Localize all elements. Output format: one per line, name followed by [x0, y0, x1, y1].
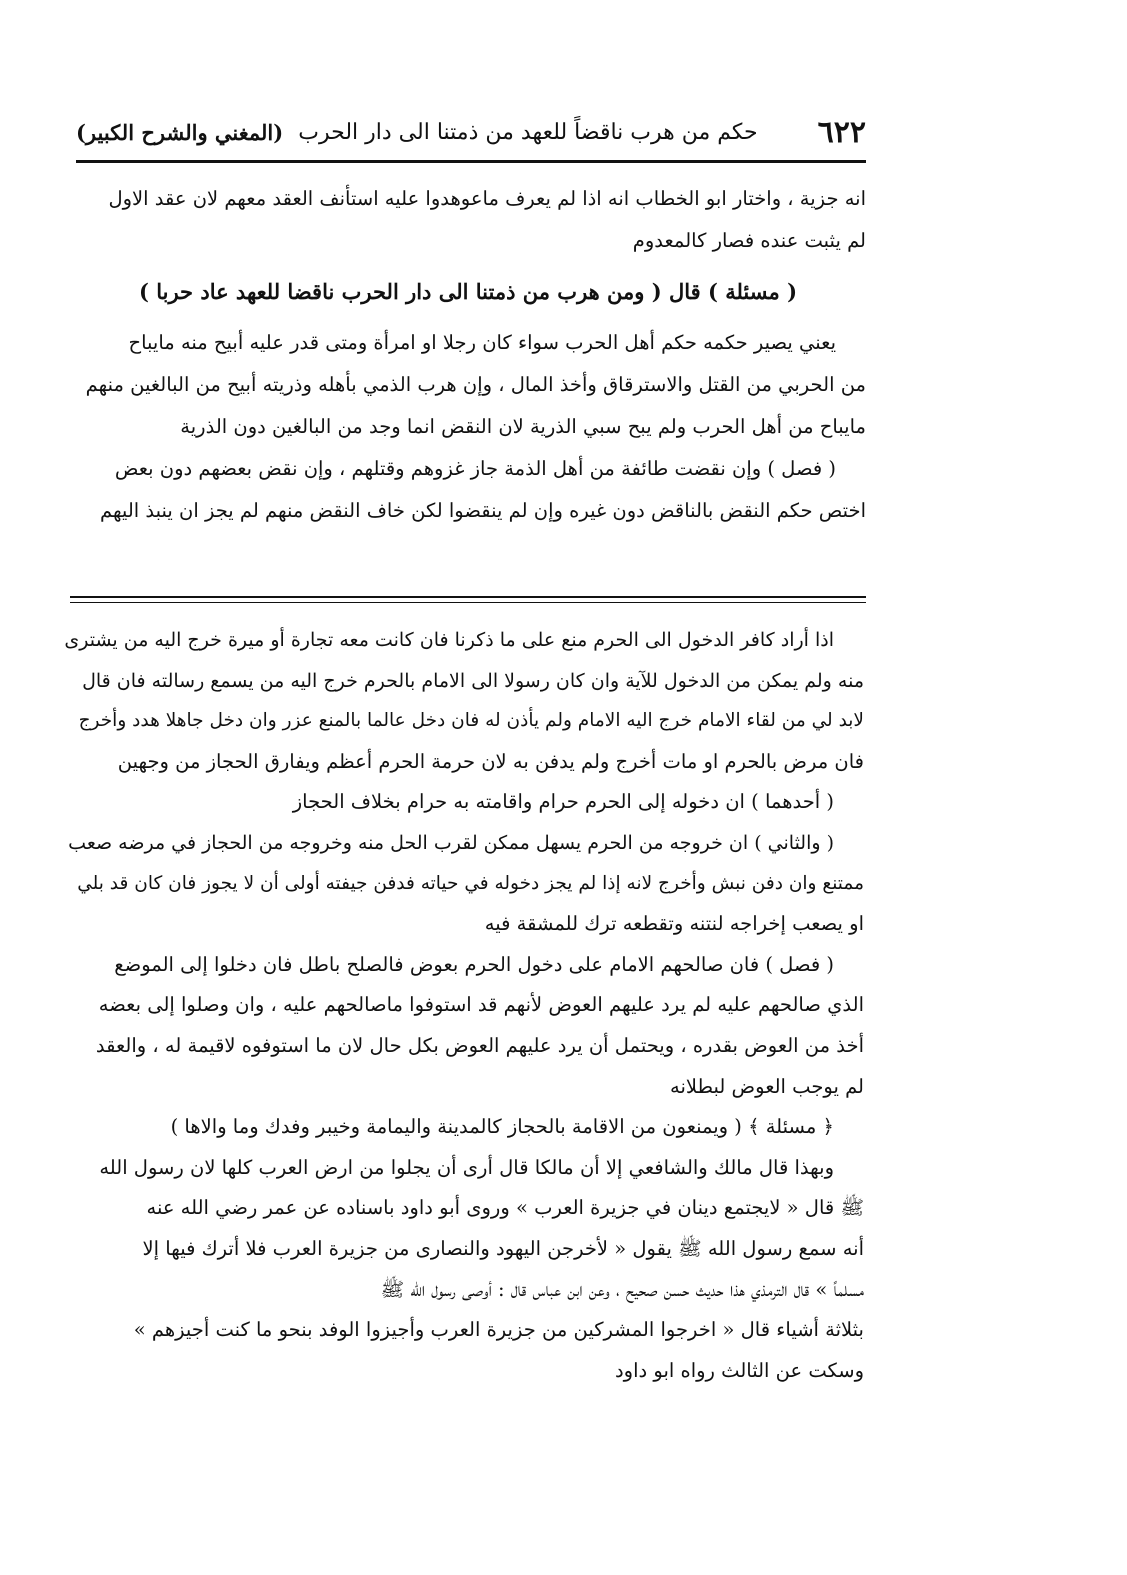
lower-text-block [64, 620, 864, 1391]
text-line: مايباح من أهل الحرب ولم يبح سبي الذرية لان النقض انما وجد من البالغين دون الذرية [180, 415, 866, 438]
text-line: ﴿ مسئلة ﴾ ( ويمنعون من الاقامة بالحجاز كالمدينة واليمامة وخيبر وفدك وما والاها ) [170, 1115, 834, 1139]
text-line: فان مرض بالحرم او مات أخرج ولم يدفن به لان حرمة الحرم أعظم ويفارق الحجاز من وجهين [117, 749, 864, 773]
text-line: ( فصل ) وإن نقضت طائفة من أهل الذمة جاز غزوهم وقتلهم ، وإن نقض بعضهم دون بعض [114, 457, 836, 480]
header-rule [76, 160, 866, 163]
text-line: يعني يصير حكمه حكم أهل الحرب سواء كان رجلا او امرأة ومتى قدر عليه أبيح منه مايباح [128, 331, 836, 354]
text-line: ممتنع وان دفن نبش وأخرج لانه إذا لم يجز دخوله في حياته فدفن جيفته أولى أن لا يجوز فان كان قد بلي [77, 872, 864, 894]
text-line: وسكت عن الثالث رواه ابو داود [614, 1358, 864, 1382]
text-line: لم يثبت عنده فصار كالمعدوم [632, 229, 866, 252]
section-divider [70, 596, 866, 603]
upper-text-block [70, 178, 866, 532]
text-line: مسلماً » قال الترمذي هذا حديث حسن صحيح ، وعن ابن عباس قال : أوصى رسول الله ﷺ [380, 1277, 864, 1301]
text-line: ﷺ قال « لايجتمع دينان في جزيرة العرب » وروى أبو داود باسناده عن عمر رضي الله عنه [146, 1196, 864, 1220]
text-line: ( فصل ) فان صالحهم الامام على دخول الحرم بعوض فالصلح باطل فان دخلوا إلى الموضع [114, 952, 834, 976]
text-line: ( أحدهما ) ان دخوله إلى الحرم حرام واقامته به حرام بخلاف الحجاز [292, 790, 834, 814]
text-line: او يصعب إخراجه لنتنه وتقطعه ترك للمشقة فيه [484, 912, 864, 936]
text-line: بثلاثة أشياء قال « اخرجوا المشركين من جزيرة العرب وأجيزوا الوفد بنحو ما كنت أجيزهم » [133, 1318, 864, 1342]
text-line: منه ولم يمكن من الدخول للآية وان كان رسولا الى الامام بالحرم خرج اليه من يسمع رسالته فان قال [82, 669, 864, 692]
book-title: (المغني والشرح الكبير) [76, 119, 284, 145]
text-line: لابد لي من لقاء الامام خرج اليه الامام ولم يأذن له فان دخل عالما بالمنع عزر وان دخل جاهلا هدد وأخرج [78, 710, 864, 732]
running-title: حكم من هرب ناقضاً للعهد من ذمتنا الى دار الحرب [298, 119, 758, 145]
text-line: ( والثاني ) ان خروجه من الحرم يسهل ممكن لقرب الحل منه وخروجه من الحجاز في مرضه صعب [68, 831, 834, 854]
text-line: الذي صالحهم عليه لم يرد عليهم العوض لأنهم قد استوفوا ماصالحهم عليه ، وان وصلوا إلى بعضه [98, 993, 864, 1017]
text-line: اذا أراد كافر الدخول الى الحرم منع على ما ذكرنا فان كانت معه تجارة أو ميرة خرج اليه من يشترى [64, 629, 834, 651]
text-line: من الحربي من القتل والاسترقاق وأخذ المال ، وإن هرب الذمي بأهله وذريته أبيح من البالغين منهم [85, 373, 866, 396]
page-header [76, 104, 866, 160]
text-line: انه جزية ، واختار ابو الخطاب انه اذا لم يعرف ماعوهدوا عليه استأنف العقد معهم لان عقد الاول [108, 187, 866, 210]
text-line: لم يوجب العوض لبطلانه [670, 1074, 864, 1098]
page-number: ٦٢٢ [817, 114, 866, 150]
text-line: أخذ من العوض بقدره ، ويحتمل أن يرد عليهم العوض بكل حال لان ما استوفوه لاقيمة له ، والعقد [95, 1033, 864, 1057]
text-line: وبهذا قال مالك والشافعي إلا أن مالكا قال أرى أن يجلوا من ارض العرب كلها لان رسول الله [99, 1155, 834, 1179]
text-line: أنه سمع رسول الله ﷺ يقول « لأخرجن اليهود والنصارى من جزيرة العرب فلا أترك فيها إلا [142, 1236, 864, 1260]
section-heading: ( مسئلة ) قال ( ومن هرب من ذمتنا الى دار الحرب ناقضا للعهد عاد حربا ) [138, 279, 798, 304]
text-line: اختص حكم النقض بالناقض دون غيره وإن لم ينقضوا لكن خاف النقض منهم لم يجز ان ينبذ اليهم [99, 499, 866, 522]
